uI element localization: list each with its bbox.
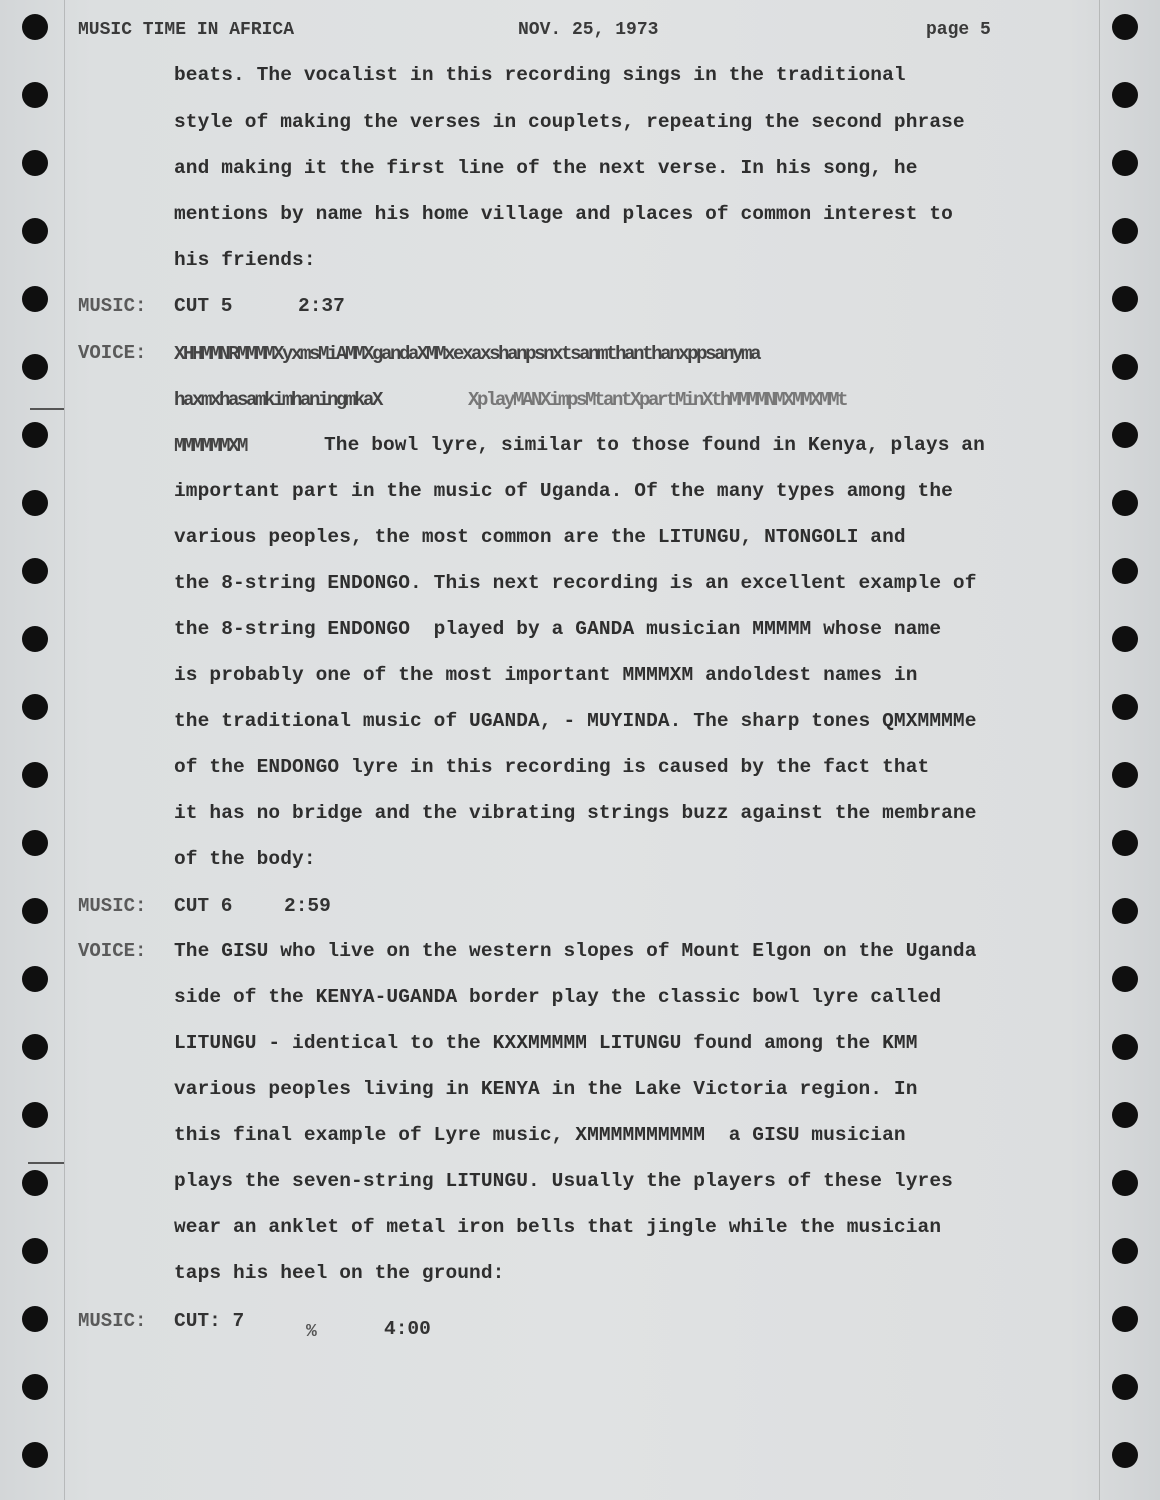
struck-out-text: haxmxhasamkimhaningmkaX — [174, 389, 382, 411]
cut-duration: 2:59 — [284, 895, 331, 917]
perforation-hole-icon — [1112, 966, 1138, 992]
body-line: the traditional music of UGANDA, - MUYINDA. The sharp tones QMXMMMMe — [174, 710, 977, 732]
body-line: of the body: — [174, 848, 316, 870]
tractor-feed-right — [1090, 0, 1160, 1500]
perforation-line-left — [64, 0, 65, 1500]
perforation-hole-icon — [22, 762, 48, 788]
perforation-hole-icon — [1112, 218, 1138, 244]
perforation-hole-icon — [1112, 1238, 1138, 1264]
page-header — [78, 20, 1018, 44]
perforation-hole-icon — [1112, 626, 1138, 652]
perforation-hole-icon — [1112, 1034, 1138, 1060]
body-line: side of the KENYA-UGANDA border play the classic bowl lyre called — [174, 986, 942, 1008]
perforation-hole-icon — [1112, 286, 1138, 312]
body-line: of the ENDONGO lyre in this recording is caused by the fact that — [174, 756, 930, 778]
body-line: LITUNGU - identical to the KXXMMMMM LITUNGU found among the KMM — [174, 1032, 918, 1054]
tractor-feed-left — [0, 0, 70, 1500]
perforation-hole-icon — [1112, 1102, 1138, 1128]
page-number: page 5 — [926, 20, 991, 40]
perforation-hole-icon — [1112, 422, 1138, 448]
margin-tick — [28, 1162, 64, 1164]
body-line: it has no bridge and the vibrating strings buzz against the membrane — [174, 802, 977, 824]
perforation-hole-icon — [22, 422, 48, 448]
broadcast-date: NOV. 25, 1973 — [518, 20, 659, 40]
struck-out-text: XplayMANXimpsMtantXpartMinXthMMMMNMXMMXMMt — [468, 389, 847, 411]
perforation-hole-icon — [1112, 1170, 1138, 1196]
perforation-hole-icon — [22, 354, 48, 380]
perforation-hole-icon — [1112, 354, 1138, 380]
body-line: and making it the first line of the next verse. In his song, he — [174, 157, 918, 179]
perforation-hole-icon — [22, 150, 48, 176]
perforation-hole-icon — [1112, 762, 1138, 788]
cut-number: CUT: 7 — [174, 1310, 245, 1332]
perforation-hole-icon — [1112, 14, 1138, 40]
perforation-hole-icon — [1112, 1374, 1138, 1400]
cut-number: CUT 5 — [174, 295, 233, 317]
struck-out-text: XHHMMNRMMMMXyxmsMiAMMXgandaXMMxexaxshanpsnxtsanmthanthanxppsanyma — [174, 343, 760, 365]
body-line: his friends: — [174, 249, 316, 271]
body-line: mentions by name his home village and places of common interest to — [174, 203, 953, 225]
perforation-hole-icon — [22, 218, 48, 244]
perforation-hole-icon — [22, 694, 48, 720]
perforation-hole-icon — [22, 1102, 48, 1128]
body-line: this final example of Lyre music, XMMMMMMMMMM a GISU musician — [174, 1124, 906, 1146]
perforation-hole-icon — [22, 1374, 48, 1400]
struck-out-text: MMMMMMXM — [174, 435, 247, 457]
body-line: the 8-string ENDONGO. This next recording is an excellent example of — [174, 572, 977, 594]
perforation-hole-icon — [1112, 1442, 1138, 1468]
perforation-hole-icon — [22, 1238, 48, 1264]
body-line: taps his heel on the ground: — [174, 1262, 505, 1284]
perforation-hole-icon — [1112, 830, 1138, 856]
perforation-hole-icon — [1112, 1306, 1138, 1332]
body-line: The bowl lyre, similar to those found in Kenya, plays an — [324, 434, 985, 456]
perforation-hole-icon — [22, 286, 48, 312]
perforation-hole-icon — [1112, 490, 1138, 516]
body-line: plays the seven-string LITUNGU. Usually the players of these lyres — [174, 1170, 953, 1192]
perforation-hole-icon — [22, 1034, 48, 1060]
cut-duration: 4:00 — [384, 1318, 431, 1340]
perforation-hole-icon — [22, 830, 48, 856]
voice-label: VOICE: — [78, 342, 147, 364]
perforation-hole-icon — [1112, 558, 1138, 584]
perforation-hole-icon — [1112, 694, 1138, 720]
perforation-hole-icon — [22, 14, 48, 40]
program-title: MUSIC TIME IN AFRICA — [78, 20, 295, 40]
perforation-hole-icon — [22, 966, 48, 992]
voice-label: VOICE: — [78, 940, 147, 962]
perforation-hole-icon — [22, 1170, 48, 1196]
body-line: beats. The vocalist in this recording sings in the traditional — [174, 64, 906, 86]
body-line: is probably one of the most important MMMMXM andoldest names in — [174, 664, 918, 686]
perforation-hole-icon — [22, 626, 48, 652]
music-label: MUSIC: — [78, 895, 147, 917]
perforation-hole-icon — [22, 558, 48, 584]
body-line: wear an anklet of metal iron bells that jingle while the musician — [174, 1216, 942, 1238]
music-label: MUSIC: — [78, 1310, 147, 1332]
stray-mark: % — [306, 1322, 317, 1342]
music-label: MUSIC: — [78, 295, 147, 317]
perforation-line-right — [1099, 0, 1100, 1500]
body-line: important part in the music of Uganda. Of the many types among the — [174, 480, 953, 502]
perforation-hole-icon — [22, 82, 48, 108]
perforation-hole-icon — [22, 490, 48, 516]
body-line: various peoples living in KENYA in the Lake Victoria region. In — [174, 1078, 918, 1100]
body-line: the 8-string ENDONGO played by a GANDA musician MMMMM whose name — [174, 618, 942, 640]
margin-tick — [30, 408, 64, 410]
perforation-hole-icon — [1112, 898, 1138, 924]
cut-duration: 2:37 — [298, 295, 345, 317]
perforation-hole-icon — [1112, 150, 1138, 176]
cut-number: CUT 6 — [174, 895, 233, 917]
perforation-hole-icon — [1112, 82, 1138, 108]
perforation-hole-icon — [22, 898, 48, 924]
body-line: style of making the verses in couplets, repeating the second phrase — [174, 111, 965, 133]
body-line: various peoples, the most common are the LITUNGU, NTONGOLI and — [174, 526, 906, 548]
perforation-hole-icon — [22, 1442, 48, 1468]
perforation-hole-icon — [22, 1306, 48, 1332]
body-line: The GISU who live on the western slopes of Mount Elgon on the Uganda — [174, 940, 977, 962]
